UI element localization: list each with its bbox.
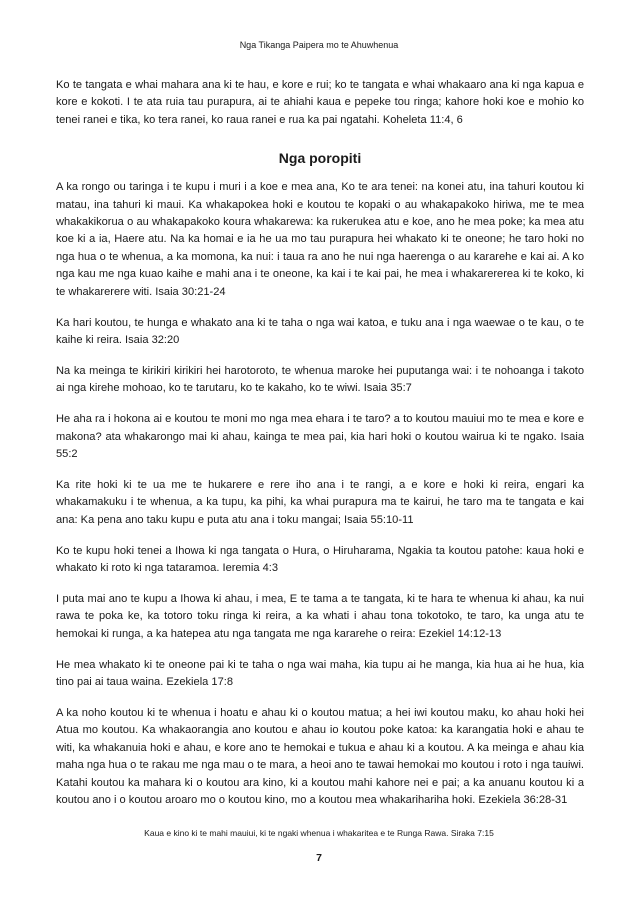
scripture-paragraph: A ka rongo ou taringa i te kupu i muri i a koe e mea ana, Ko te ara tenei: na konei atu, ina tahuri koutou ki matau, ina tahuri ki maui. Ka whakapokea hoki e koutou te kopaki o au whakapakoko hiriwa, me te mea whakakikorua o au whakapakoko koura whakarewa: ka rukerukea atu e koe, ano he mea poke; ka mea atu koe ki a ia, Haere atu. Na ka homai e ia he ua mo tau purapura hei whakato ki te oneone; he taro hoki no nga hua o te whenua, a ka momona, ka nui: i taua ra ano he nui nga haerenga o au kararehe e kai ai. A ko nga kau me nga kuao kaihe e mahi ana i te oneone, ka kai i te kai pai, he mea i whakarererea ki te koko, ki te whakarerere witi. Isaia 30:21-24 xyxy=(56,181,584,298)
scripture-paragraph: He mea whakato ki te oneone pai ki te taha o nga wai maha, kia tupu ai he manga, kia hua ai he hua, kia tino pai ai taua waina. Ezekiela 17:8 xyxy=(56,658,584,689)
document-body xyxy=(56,77,584,823)
scripture-paragraph: He aha ra i hokona ai e koutou te moni mo nga mea ehara i te taro? a to koutou mauiui mo te mea e kore e makona? ata whakarongo mai ki ahau, kainga te mea pai, kia hari hoki o koutou wairua ki te ngako. Isaia 55:2 xyxy=(56,413,584,460)
page-number: 7 xyxy=(316,852,322,864)
scripture-paragraph: Ka hari koutou, te hunga e whakato ana ki te taha o nga wai katoa, e tuku ana i nga waewae o te kau, o te kaihe ki reira. Isaia 32:20 xyxy=(56,316,584,346)
scripture-paragraph: A ka noho koutou ki te whenua i hoatu e ahau ki o koutou matua; a hei iwi koutou maku, ko ahau hoki hei Atua mo koutou. Ka whakaorangia ano koutou e ahau io koutou poke katoa: ka karangatia hoki e ahau te witi, ka whakanuia hoki e ahau, e kore ano te hemokai e tukua e ahau ki a koutou. A ka meinga e ahau kia maha nga hua o te rakau me nga mau o te mara, a heoi ano te tawai hemokai mo koutou i roto i nga tauiwi. Katahi koutou ka mahara ki o koutou ara kino, ki a koutou mahi kahore nei e pai; a ka anuanu koutou ki a koutou ano i o koutou aroaro mo o koutou kino, mo a koutou mea whakarihariha hoki. Ezekiela 36:28-31 xyxy=(56,706,584,806)
scripture-paragraph: I puta mai ano te kupu a Ihowa ki ahau, i mea, E te tama a te tangata, ki te hara te whenua ki ahau, ka nui rawa te poka ke, ka totoro toku ringa ki reira, a ka whati i ahau tona tokotoko, te taro, ka unga atu te hemokai ki runga, a ka hatepea atu nga tangata me nga kararehe o reira: Ezekiel 14:12-13 xyxy=(56,592,584,640)
scripture-paragraph: Na ka meinga te kirikiri kirikiri hei harotoroto, te whenua maroke hei puputanga wai: i te nohoanga i takoto ai nga kirehe mohoao, ko te tarutaru, ko te kakaho, ko te wiwi. Isaia 35:7 xyxy=(56,364,584,395)
intro-paragraph: Ko te tangata e whai mahara ana ki te hau, e kore e rui; ko te tangata e whai whakaaro ana ki nga kapua e kore e kokoti. I te ata ruia tau purapura, ai te ahiahi kaua e pepeke tou ringa; kahore hoki koe e mohio ko tenei ranei e tika, ko tera ranei, ko raua ranei e rua ka pai ngatahi. Koheleta 11:4, 6 xyxy=(56,79,584,126)
scripture-paragraph: Ka rite hoki ki te ua me te hukarere e rere iho ana i te rangi, a e kore e hoki ki reira, engari ka whakamakuku i te whenua, a ka tupu, ka pihi, ka whai purapura ma te kairui, he taro ma te tangata e kai ana: Ka pena ano taku kupu e puta atu ana i toku mangai; Isaia 55:10-11 xyxy=(56,478,584,526)
footer-quote: Kaua e kino ki te mahi mauiui, ki te ngaki whenua i whakaritea e te Runga Rawa. Siraka 7:15 xyxy=(144,828,494,838)
scripture-paragraph: Ko te kupu hoki tenei a Ihowa ki nga tangata o Hura, o Hiruharama, Ngakia ta koutou patohe: kaua hoki e whakato ki roto ki nga tataramoa. Ieremia 4:3 xyxy=(56,544,584,575)
section-heading: Nga poropiti xyxy=(278,150,362,167)
running-header: Nga Tikanga Paipera mo te Ahuwhenua xyxy=(239,40,399,50)
